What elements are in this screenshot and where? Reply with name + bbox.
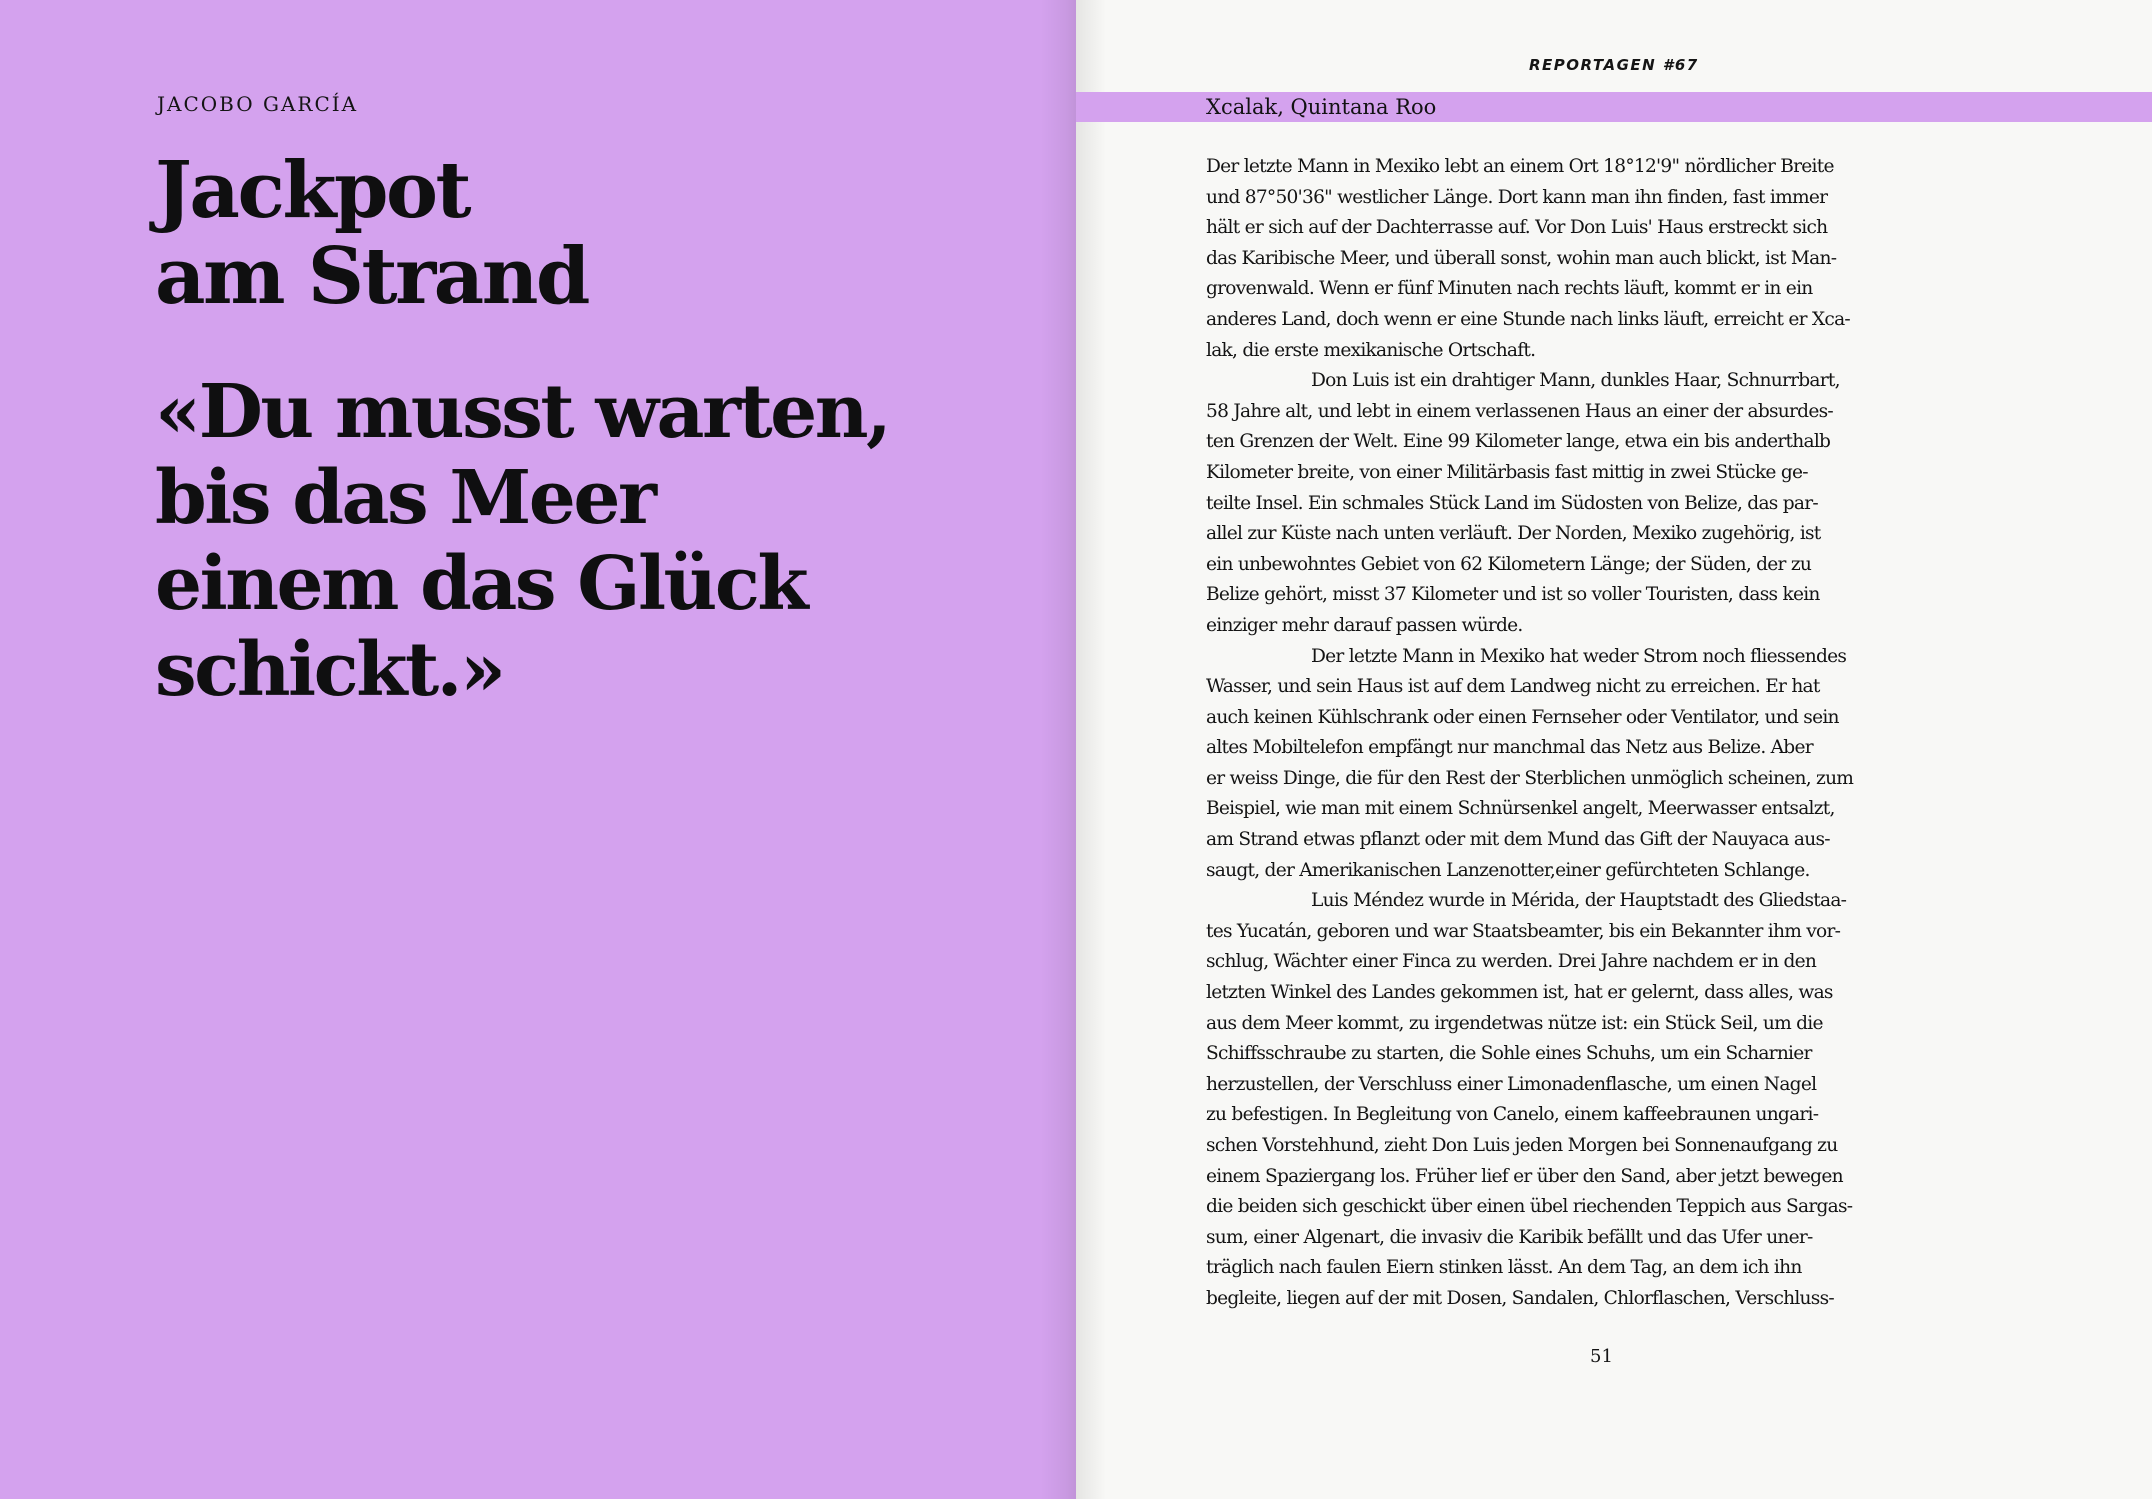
- body-line: herzustellen, der Verschluss einer Limonadenflasche, um einen Nagel: [1206, 1073, 1817, 1095]
- body-line: hält er sich auf der Dachterrasse auf. Vor Don Luis' Haus erstreckt sich: [1206, 217, 1828, 239]
- body-line: einem Spaziergang los. Früher lief er über den Sand, aber jetzt bewegen: [1206, 1165, 1843, 1187]
- pull-quote-line: schickt.»: [155, 627, 504, 713]
- pull-quote-line: einem das Glück: [155, 541, 807, 627]
- body-line: am Strand etwas pflanzt oder mit dem Mund das Gift der Nauyaca aus-: [1206, 829, 1830, 851]
- article-body: [1206, 152, 1946, 1315]
- body-line: 58 Jahre alt, und lebt in einem verlassenen Haus an einer der absurdes-: [1206, 400, 1833, 422]
- body-line: Wasser, und sein Haus ist auf dem Landweg nicht zu erreichen. Er hat: [1206, 676, 1820, 698]
- body-line: das Karibische Meer, und überall sonst, wohin man auch blickt, ist Man-: [1206, 247, 1837, 269]
- body-line: Belize gehört, misst 37 Kilometer und ist so voller Touristen, dass kein: [1206, 584, 1820, 606]
- article-title-line: Jackpot: [155, 145, 470, 236]
- gutter-shadow: [1076, 0, 1106, 1499]
- article-title-line: am Strand: [155, 231, 588, 322]
- body-line: träglich nach faulen Eiern stinken lässt. An dem Tag, an dem ich ihn: [1206, 1257, 1802, 1279]
- body-line: Schiffsschraube zu starten, die Sohle eines Schuhs, um ein Scharnier: [1206, 1043, 1812, 1065]
- body-line: zu befestigen. In Begleitung von Canelo, einem kaffeebraunen ungari-: [1206, 1104, 1819, 1126]
- body-line: letzten Winkel des Landes gekommen ist, hat er gelernt, dass alles, was: [1206, 982, 1833, 1004]
- running-head: REPORTAGEN #67: [1529, 56, 1699, 74]
- author-name: JACOBO GARCÍA: [157, 92, 359, 116]
- body-line: saugt, der Amerikanischen Lanzenotter,einer gefürchteten Schlange.: [1206, 859, 1810, 881]
- pull-quote-line: «Du musst warten,: [155, 369, 890, 455]
- page-number: 51: [1590, 1346, 1613, 1367]
- spine-shadow: [1040, 0, 1076, 1499]
- body-line: Don Luis ist ein drahtiger Mann, dunkles Haar, Schnurrbart,: [1311, 370, 1840, 392]
- body-line: altes Mobiltelefon empfängt nur manchmal das Netz aus Belize. Aber: [1206, 737, 1813, 759]
- body-line: schen Vorstehhund, zieht Don Luis jeden Morgen bei Sonnenaufgang zu: [1206, 1135, 1838, 1156]
- body-line: auch keinen Kühlschrank oder einen Fernseher oder Ventilator, und sein: [1206, 706, 1839, 728]
- body-line: schlug, Wächter einer Finca zu werden. Drei Jahre nachdem er in den: [1206, 951, 1817, 973]
- body-line: anderes Land, doch wenn er eine Stunde nach links läuft, erreicht er Xca-: [1206, 308, 1850, 330]
- body-line: aus dem Meer kommt, zu irgendetwas nütze ist: ein Stück Seil, um die: [1206, 1012, 1823, 1034]
- body-line: tes Yucatán, geboren und war Staatsbeamter, bis ein Bekannter ihm vor-: [1206, 920, 1841, 942]
- body-line: Der letzte Mann in Mexiko lebt an einem Ort 18°12'9" nördlicher Breite: [1206, 156, 1834, 177]
- body-line: lak, die erste mexikanische Ortschaft.: [1206, 339, 1536, 361]
- pull-quote-line: bis das Meer: [155, 455, 655, 541]
- body-line: begleite, liegen auf der mit Dosen, Sandalen, Chlorflaschen, Verschluss-: [1206, 1287, 1834, 1309]
- body-line: Kilometer breite, von einer Militärbasis fast mittig in zwei Stücke ge-: [1206, 461, 1808, 483]
- body-line: sum, einer Algenart, die invasiv die Karibik befällt und das Ufer uner-: [1206, 1226, 1813, 1248]
- body-line: grovenwald. Wenn er fünf Minuten nach rechts läuft, kommt er in ein: [1206, 278, 1813, 300]
- body-line: allel zur Küste nach unten verläuft. Der Norden, Mexiko zugehörig, ist: [1206, 523, 1821, 545]
- body-line: und 87°50'36" westlicher Länge. Dort kann man ihn finden, fast immer: [1206, 186, 1828, 208]
- body-line: einziger mehr darauf passen würde.: [1206, 614, 1523, 636]
- pull-quote: [155, 369, 889, 713]
- body-line: ten Grenzen der Welt. Eine 99 Kilometer lange, etwa ein bis anderthalb: [1206, 431, 1831, 453]
- body-line: Beispiel, wie man mit einem Schnürsenkel angelt, Meerwasser entsalzt,: [1206, 798, 1835, 820]
- body-line: er weiss Dinge, die für den Rest der Sterblichen unmöglich scheinen, zum: [1206, 767, 1854, 789]
- body-line: ein unbewohntes Gebiet von 62 Kilometern Länge; der Süden, der zu: [1206, 553, 1812, 575]
- body-line: Luis Méndez wurde in Mérida, der Hauptstadt des Gliedstaa-: [1311, 890, 1847, 912]
- body-line: Der letzte Mann in Mexiko hat weder Strom noch fliessendes: [1311, 645, 1847, 667]
- body-line: die beiden sich geschickt über einen übel riechenden Teppich aus Sargas-: [1206, 1196, 1853, 1218]
- location-label: Xcalak, Quintana Roo: [1206, 95, 1437, 119]
- body-line: teilte Insel. Ein schmales Stück Land im Südosten von Belize, das par-: [1206, 492, 1818, 514]
- article-title: [155, 145, 588, 322]
